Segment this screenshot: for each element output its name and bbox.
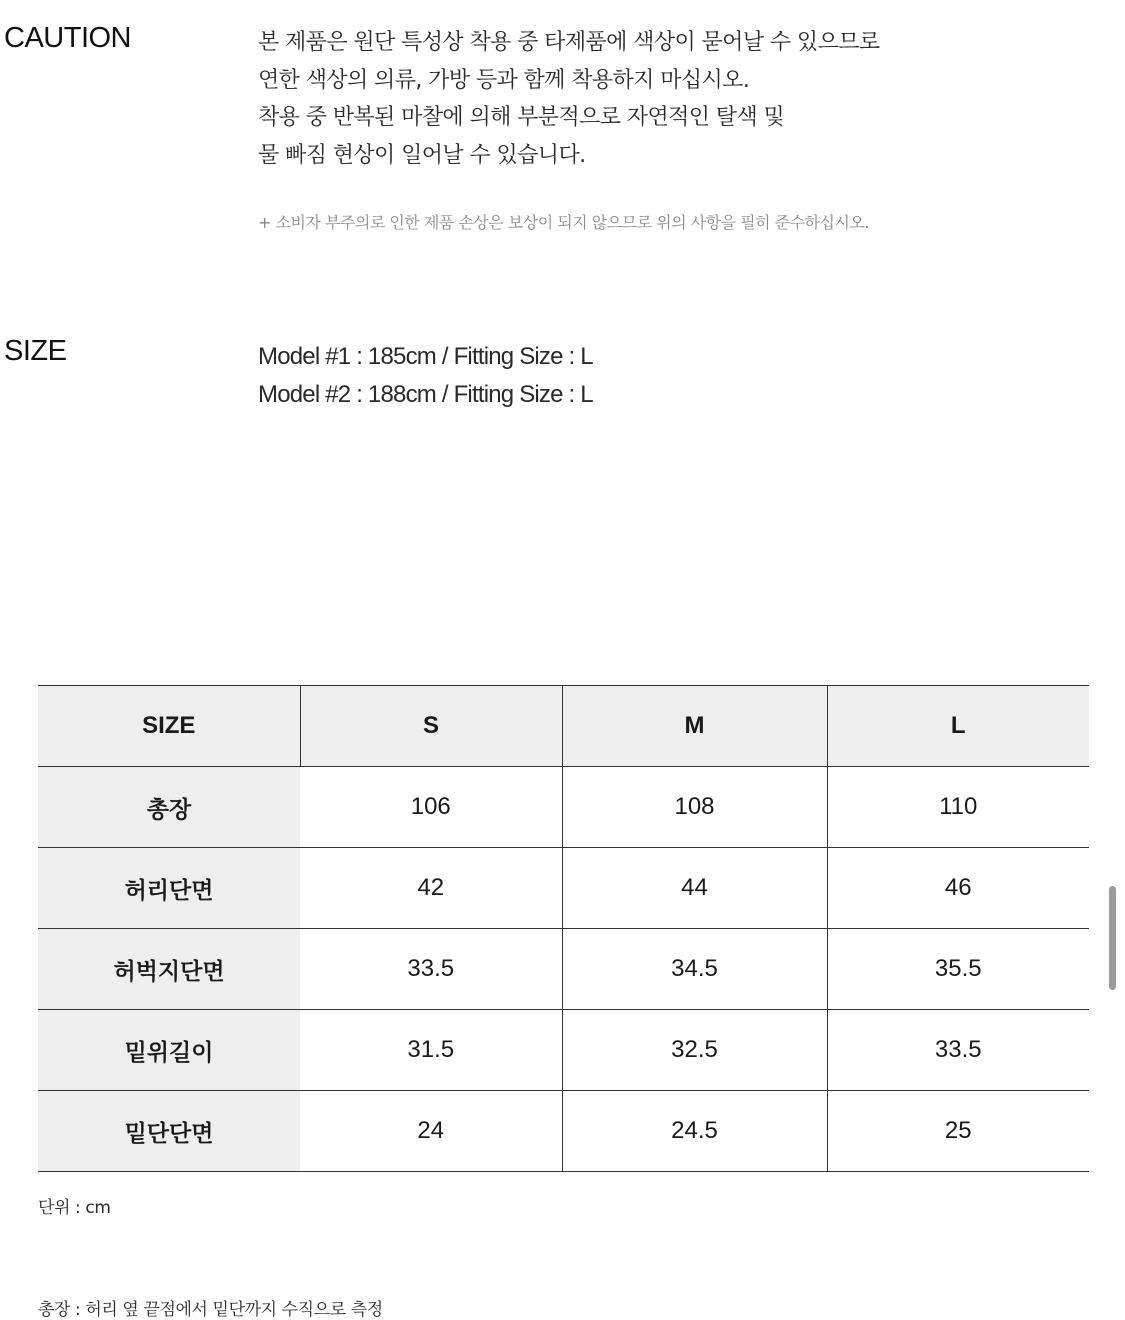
table-cell: 42 <box>300 848 562 929</box>
header-cell-size: SIZE <box>38 686 300 767</box>
table-cell: 34.5 <box>562 929 827 1010</box>
size-table <box>38 685 1089 1172</box>
table-cell: 110 <box>827 767 1089 848</box>
caution-text <box>258 24 880 174</box>
caution-line: 본 제품은 원단 특성상 착용 중 타제품에 색상이 묻어날 수 있으므로 <box>258 30 880 55</box>
table-row <box>38 929 1089 1010</box>
row-label: 총장 <box>38 767 300 848</box>
row-label: 허벅지단면 <box>38 929 300 1010</box>
table-cell: 106 <box>300 767 562 848</box>
size-title: SIZE <box>4 335 67 367</box>
table-row <box>38 848 1089 929</box>
row-label: 허리단면 <box>38 848 300 929</box>
caution-line: 연한 색상의 의류, 가방 등과 함께 착용하지 마십시오. <box>258 67 750 93</box>
table-cell: 25 <box>827 1091 1089 1172</box>
row-label: 밑단단면 <box>38 1091 300 1172</box>
table-cell: 46 <box>827 848 1089 929</box>
table-cell: 33.5 <box>827 1010 1089 1091</box>
measurement-note: 총장 : 허리 옆 끝점에서 밑단까지 수직으로 측정 <box>38 1300 383 1320</box>
model-info <box>258 338 593 413</box>
table-cell: 44 <box>562 848 827 929</box>
header-cell-s: S <box>300 686 562 767</box>
caution-line: 착용 중 반복된 마찰에 의해 부분적으로 자연적인 탈색 및 <box>258 105 785 130</box>
caution-note: + 소비자 부주의로 인한 제품 손상은 보상이 되지 않으므로 위의 사항을 필히 준수하십시오. <box>258 213 869 232</box>
unit-note: 단위 : cm <box>38 1198 111 1218</box>
table-cell: 31.5 <box>300 1010 562 1091</box>
table-cell: 33.5 <box>300 929 562 1010</box>
header-cell-m: M <box>562 686 827 767</box>
table-row <box>38 1091 1089 1172</box>
table-row <box>38 1010 1089 1091</box>
table-cell: 108 <box>562 767 827 848</box>
caution-title: CAUTION <box>4 22 131 54</box>
table-header-row <box>38 686 1089 767</box>
table-row <box>38 767 1089 848</box>
table-cell: 32.5 <box>562 1010 827 1091</box>
header-cell-l: L <box>827 686 1089 767</box>
caution-line: 물 빠짐 현상이 일어날 수 있습니다. <box>258 142 586 168</box>
model-line: Model #2 : 188cm / Fitting Size : L <box>258 380 593 408</box>
table-cell: 24.5 <box>562 1091 827 1172</box>
table-cell: 35.5 <box>827 929 1089 1010</box>
row-label: 밑위길이 <box>38 1010 300 1091</box>
scrollbar-thumb[interactable] <box>1109 886 1116 990</box>
model-line: Model #1 : 185cm / Fitting Size : L <box>258 343 593 370</box>
table-cell: 24 <box>300 1091 562 1172</box>
